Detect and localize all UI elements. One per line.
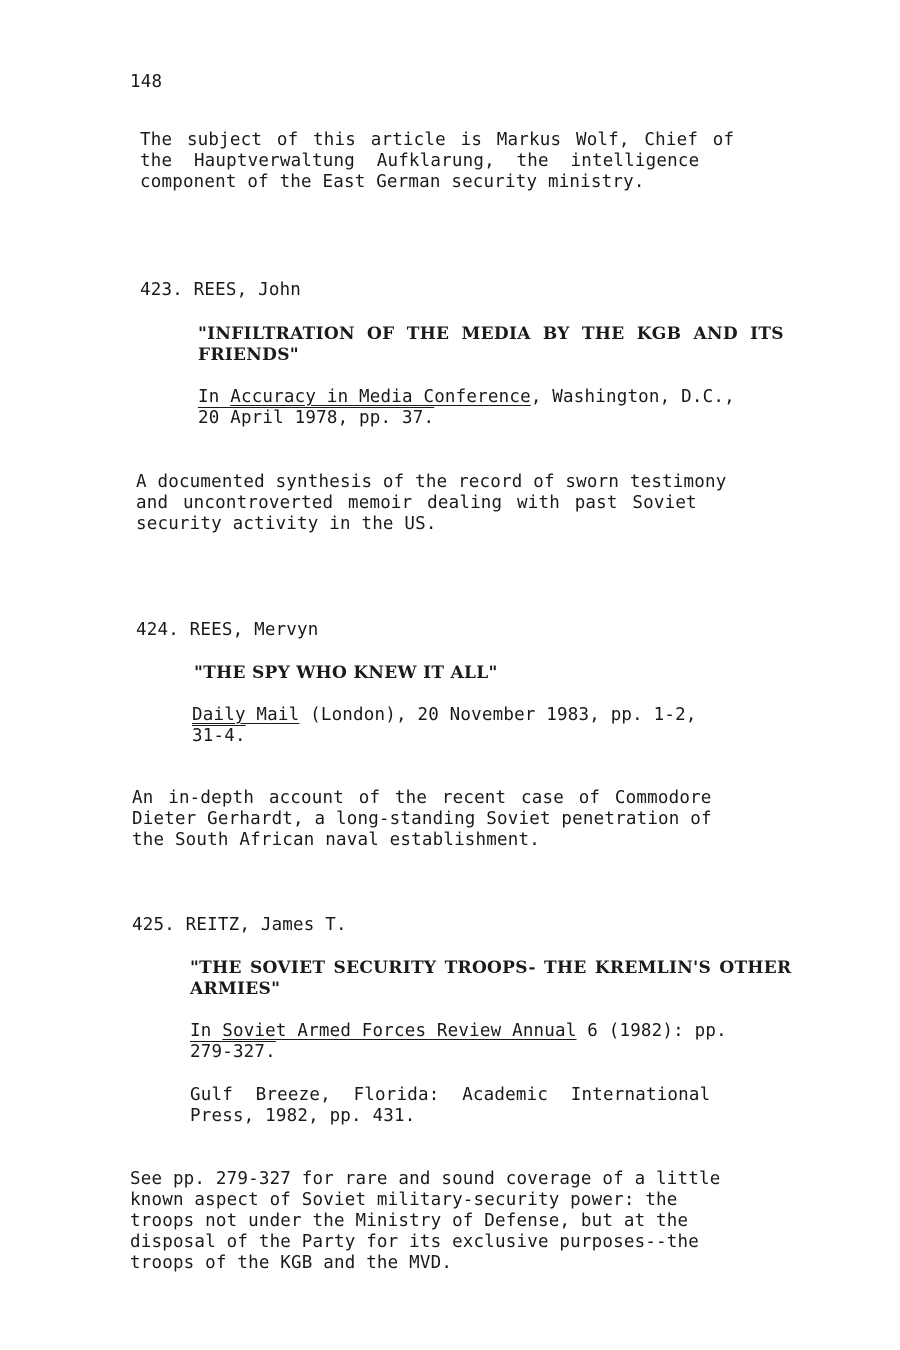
annotation-line: troops of the KGB and the MVD. [130,1253,453,1273]
citation-source: Accuracy in Media Conference [230,387,531,407]
annotation-line: disposal of the Party for its exclusive purposes--the [130,1232,700,1252]
intro-paragraph [140,130,792,193]
entry-title-424 [194,663,794,684]
entry-title-425 [190,958,790,1000]
citation-line2: 20 April 1978, pp. 37. [198,408,435,428]
citation-prefix: In [198,387,231,407]
intro-line: the Hauptverwaltung Aufklarung, the intelligence [140,151,700,171]
annotation-line: See pp. 279-327 for rare and sound coverage of a little [130,1169,721,1189]
citation-source: Daily Mail [192,705,300,725]
annotation-line: An in-depth account of the recent case of Commodore [132,788,712,808]
publisher-line: Gulf Breeze, Florida: Academic International [190,1085,711,1105]
entry-heading-423: 423. REES, John [140,280,302,300]
annotation-line: known aspect of Soviet military-security power: the [130,1190,678,1210]
title-line: "THE SPY WHO KNEW IT ALL" [194,663,498,683]
publisher-line: Press, 1982, pp. 431. [190,1106,416,1126]
title-line: ARMIES" [190,979,281,999]
entry-citation-423 [198,387,798,429]
entry-annotation-424 [132,788,788,851]
citation-line2: 279-327. [190,1042,276,1062]
entry-annotation-423 [136,472,788,535]
intro-line: component of the East German security ministry. [140,172,645,192]
citation-rest: 6 (1982): pp. [576,1021,727,1041]
page-number: 148 [130,72,163,92]
annotation-line: security activity in the US. [136,514,437,534]
entry-title-423 [198,324,798,366]
entry-citation-424 [192,705,792,747]
entry-heading-425: 425. REITZ, James T. [132,915,347,935]
entry-annotation-425 [130,1169,790,1274]
annotation-line: A documented synthesis of the record of sworn testimony [136,472,727,492]
intro-line: The subject of this article is Markus Wolf, Chief of [140,130,735,150]
citation-prefix: In [190,1021,223,1041]
entry-citation-425 [190,1021,790,1063]
annotation-line: troops not under the Ministry of Defense, but at the [130,1211,689,1231]
citation-line2: 31-4. [192,726,246,746]
annotation-line: Dieter Gerhardt, a long-standing Soviet penetration of [132,809,712,829]
annotation-line: the South African naval establishment. [132,830,540,850]
entry-publisher-425 [190,1085,790,1127]
citation-rest: (London), 20 November 1983, pp. 1-2, [299,705,697,725]
title-line: "INFILTRATION OF THE MEDIA BY THE KGB AND ITS [198,324,784,344]
citation-rest: , Washington, D.C., [530,387,735,407]
annotation-line: and uncontroverted memoir dealing with past Soviet [136,493,697,513]
citation-source: Soviet Armed Forces Review Annual [222,1021,577,1041]
entry-heading-424: 424. REES, Mervyn [136,620,319,640]
title-line: "THE SOVIET SECURITY TROOPS- THE KREMLIN'S OTHER [190,958,792,978]
title-line: FRIENDS" [198,345,299,365]
